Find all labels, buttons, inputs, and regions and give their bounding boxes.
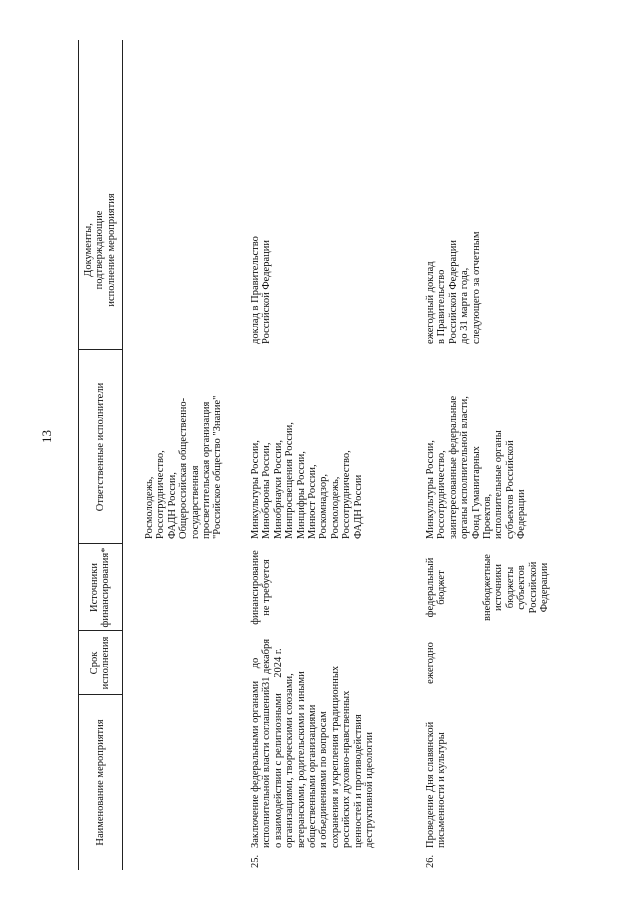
- row-funding-source: финансирование не требуется: [250, 550, 273, 625]
- row-number: 26.: [425, 854, 436, 868]
- row-funding-source: федеральный бюджет: [425, 557, 448, 618]
- row-funding-extra-sources: внебюджетные источники бюджеты субъектов Российской Федерации: [482, 554, 551, 621]
- row-activity-name: Заключение федеральными органами исполнительной власти соглашений о взаимодействии с религиозными организациями, творческими союзами, ветеранскими, родительскими и иными общественными организациями и объединениями по вопросам сохранения и укрепления традиционных российских духовно-нравственных ценностей и противодействия деструктивной идеологии: [250, 665, 376, 848]
- table-top-border: [78, 40, 79, 870]
- row-number: 25.: [250, 854, 261, 868]
- continued-executors-list: Росмолодежь, Россотрудничество, ФАДН России, Общероссийская общественно- государственная просветительская организация "Российское общество "Знание": [144, 395, 224, 539]
- row-deadline: ежегодно: [425, 642, 436, 684]
- row-confirming-document: ежегодный доклад в Правительство Российской Федерации до 31 марта года, следующего за отчетным: [425, 231, 482, 344]
- row-confirming-document: доклад в Правительство Российской Федерации: [250, 236, 273, 344]
- header-activity-name: Наименование мероприятия: [95, 719, 106, 846]
- header-responsible-executors: Ответственные исполнители: [95, 382, 106, 512]
- header-deadline: Срок исполнения: [89, 636, 112, 690]
- row-activity-name: Проведение Дня славянской письменности и культуры: [425, 721, 448, 848]
- header-bottom-border: [122, 40, 123, 870]
- row-responsible-executors: Минкультуры России, Минобороны России, Минобрнауки России, Минпросвещения России, Минцифры России, Минюст России, Роскомнадзор, Росмолодежь, Россотрудничество, ФАДН России: [250, 422, 364, 539]
- page-number: 13: [39, 430, 54, 443]
- row-responsible-executors: Минкультуры России, Россотрудничество, заинтересованные федеральные органы исполнительной власти, Фонд Гуманитарных Проектов, исполнительные органы субъектов Российской Федерации: [425, 395, 528, 539]
- activities-table: [78, 40, 551, 870]
- row-deadline: до 31 декабря 2024 г.: [250, 638, 284, 688]
- header-funding-sources: Источники финансирования*: [89, 547, 112, 628]
- header-confirming-documents: Документы, подтверждающие исполнение мероприятия: [83, 193, 117, 307]
